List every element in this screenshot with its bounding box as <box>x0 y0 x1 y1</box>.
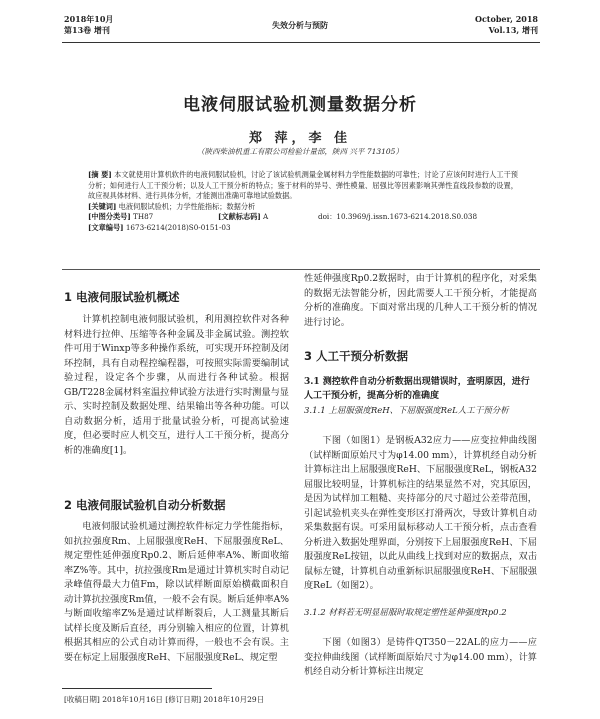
doc-code-value: A <box>263 212 269 221</box>
abstract <box>88 170 518 202</box>
keywords-text: 电液伺服试验机；力学性能指标；数据分析 <box>118 201 256 211</box>
affiliation: （陕西柴油机重工有限公司检验计量部，陕西 兴平 713105） <box>197 147 403 156</box>
subsection-3-1-2-body <box>304 636 537 680</box>
subsection-3-1-2-heading: 3.1.2 材料若无明显屈服时取规定塑性延伸强度Rp0.2 <box>304 608 507 618</box>
clc <box>88 212 218 223</box>
abstract-text: 本文就使用计算机软件的电液伺服试验机，讨论了该试验机测量金属材料力学性能数据的可靠性；讨论了应该何时进行人工干预分析；如何进行人工干预分析；以及人工干预分析的特点；鉴于材料的异号、弹性模量、屈强比等因素影响其弹性直线段参数的设置，故应视具体材料、进行具体分析，才能测出准确可靠地试验数据。 <box>88 170 518 200</box>
doc-code-label: [文献标志码] <box>218 212 261 221</box>
footnote-rule <box>62 688 212 689</box>
classification-row <box>88 212 518 223</box>
subsection-3-1-heading: 3.1 测控软件自动分析数据出现错误时，查明原因，进行人工干预分析，提高分析的准确度 <box>304 377 530 401</box>
meta-block <box>88 170 518 233</box>
header-issue-cn: 第13卷 增刊 <box>64 25 110 35</box>
header-date-cn: 2018年10月 <box>64 14 114 24</box>
section-1-body <box>64 313 289 458</box>
section-2-body <box>64 520 289 665</box>
section-2-heading: 2 电液伺服试验机自动分析数据 <box>64 498 226 512</box>
keywords <box>88 202 518 213</box>
paper-title: 电液伺服试验机测量数据分析 <box>183 95 417 115</box>
doc-code <box>218 212 318 223</box>
section-1-heading: 1 电液伺服试验机概述 <box>64 290 180 304</box>
header-journal: 失效分析与预防 <box>272 20 328 30</box>
header-date-en: October, 2018 <box>474 14 538 24</box>
clc-label: [中图分类号] <box>88 212 131 221</box>
article-no-label: [文章编号] <box>88 222 124 232</box>
meta-rule <box>62 269 540 270</box>
doi: doi：10.3969/j.issn.1673-6214.2018.S0.038 <box>318 212 478 221</box>
header-right <box>475 14 538 36</box>
abstract-label: [摘 要] <box>88 170 112 179</box>
keywords-label: [关键词] <box>88 201 117 211</box>
subsection-3-1-1-heading: 3.1.1 上屈服强度ReH、下屈服强度ReL人工干预分析 <box>304 406 509 416</box>
header-issue-en: Vol.13, 增刊 <box>488 25 538 35</box>
authors: 郑 萍，李 佳 <box>248 131 352 146</box>
subsection-3-1-1-body <box>304 434 537 594</box>
subsection-3-1-1-paragraph: 下图（如图1）是钢板A32应力——应变拉伸曲线图（试样断面原始尺寸为φ14.00 mm），计算机经自动分析计算标注出上屈服强度ReH、下屈服强度ReL，钢板A32屈服比较明显，计算机标注的结果显然不对，究其原因，是因为试样加工粗糙、夹持部分的尺寸超过公差带范围，引起试验机夹头在弹性变形区打滑两次，导致计算机自动采集数据有误。可采用鼠标移动人工干预分析，点击查看分析进入数据处理界面，分别按下上屈服强度ReH、下屈服强度ReL按钮，以此从曲线上找到对应的数据点，双击鼠标左键，计算机自动重新标识屈服强度ReH、下屈服强度ReL（如图2）。 <box>304 435 537 591</box>
article-no-row <box>88 223 518 234</box>
subsection-3-1-2-paragraph: 下图（如图3）是铸件QT350－22AL的应力——应变拉伸曲线图（试样断面原始尺寸为φ14.00 mm），计算机经自动分析计算标注出规定 <box>304 637 537 677</box>
header-rule <box>62 42 540 43</box>
section-3-heading: 3 人工干预分析数据 <box>304 349 409 363</box>
section-2-cont-paragraph: 性延伸强度Rp0.2数据时，由于计算机的程序化，对采集的数据无法智能分析，因此需要人工干预分析，才能提高分析的准确度。下面对常出现的几种人工干预分析的情况进行讨论。 <box>304 273 537 328</box>
section-1-paragraph: 计算机控制电液伺服试验机，利用测控软件对各种材料进行拉伸、压缩等各种金属及非金属试验。测控软件可用于Winxp等多种操作系统，可实现开环控制及闭环控制，具有自动程控编程器，可按照实际需要编制试验过程，设定各个步骤，从而进行各种试验。根据GB/T228金属材料室温拉伸试验方法进行实时测量与显示、实时控制及数据处理、结果输出等各种功能。可以自动数据分析，适用于批量试验分析，可提高试验速度，但必要时应人机交互，进行人工干预分析，提高分析的准确度[1]。 <box>64 314 289 456</box>
clc-value: TH87 <box>133 212 154 221</box>
section-2-continued <box>304 272 537 330</box>
article-no-value: 1673-6214(2018)S0-0151-03 <box>125 222 231 232</box>
footnote-dates: [收稿日期] 2018年10月16日 [修订日期] 2018年10月29日 <box>64 695 265 704</box>
section-2-paragraph: 电液伺服试验机通过测控软件标定力学性能指标，如抗拉强度Rm、上屈服强度ReH、下屈服强度ReL、规定塑性延伸强度Rp0.2、断后延伸率A%、断面收缩率Z%等。其中，抗拉强度Rm是通过计算机实时自动记录峰值得最大力值Fm，除以试样断面原始横截面积自动计算抗拉强度Rm值，一般不会有误。断后延伸率A%与断面收缩率Z%是通过试样断裂后，人工测量其断后试样长度及断后直径，再分别输入相应的位置，计算机根据其相应的公式自动计算而得，一般也不会有误。主要在标定上屈服强度ReH、下屈服强度ReL、规定塑 <box>64 521 289 663</box>
